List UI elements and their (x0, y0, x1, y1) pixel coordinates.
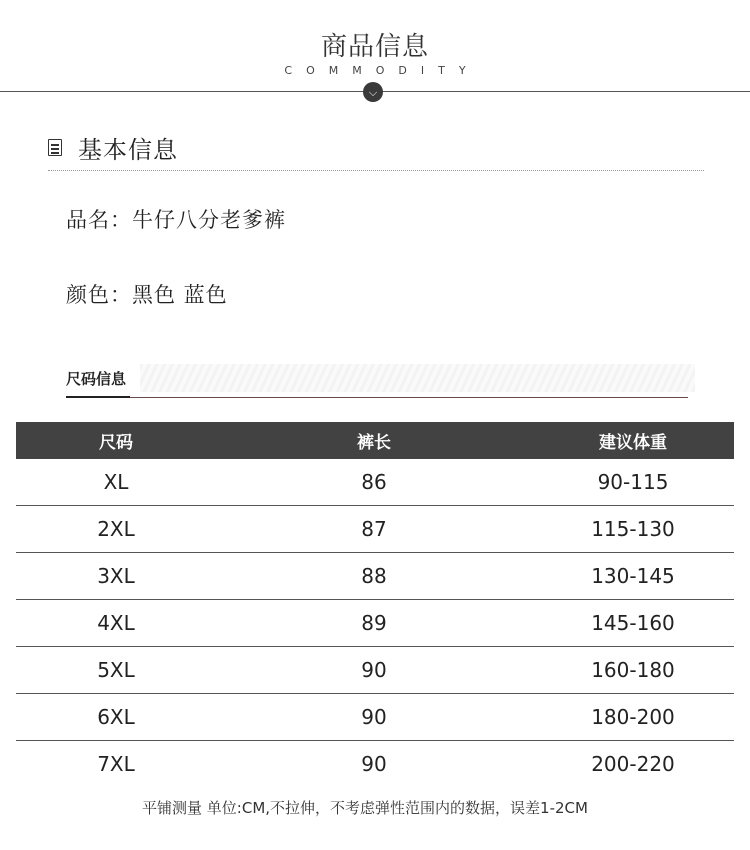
basic-info-title: 基本信息 (78, 136, 178, 164)
table-row (16, 647, 734, 694)
size-table-header-row (16, 422, 734, 459)
document-icon (48, 139, 62, 156)
size-heading-texture (140, 364, 695, 392)
page-title: 商品信息 (320, 32, 429, 62)
chevron-down-icon: ⌵ (363, 82, 383, 102)
cell-length: 90 (361, 752, 387, 776)
header-size: 尺码 (99, 433, 133, 453)
header-length: 裤长 (357, 433, 391, 453)
cell-weight: 115-130 (532, 506, 734, 553)
size-heading-underline (66, 397, 688, 398)
table-row (16, 506, 734, 553)
cell-weight: 200-220 (591, 752, 675, 776)
cell-length: 90 (216, 694, 532, 741)
product-name: 品名：牛仔八分老爹裤 (66, 208, 286, 232)
cell-size: XL (16, 459, 216, 506)
header-weight: 建议体重 (599, 433, 667, 453)
cell-size: 7XL (97, 752, 135, 776)
cell-size: 2XL (16, 506, 216, 553)
cell-size: 4XL (16, 600, 216, 647)
table-row (16, 553, 734, 600)
cell-length: 88 (216, 553, 532, 600)
cell-size: 5XL (16, 647, 216, 694)
cell-length: 90 (216, 647, 532, 694)
size-heading-underline-accent (66, 396, 130, 398)
cell-length: 86 (216, 459, 532, 506)
product-color: 颜色：黑色 蓝色 (66, 283, 228, 307)
cell-weight: 180-200 (532, 694, 734, 741)
size-info-title: 尺码信息 (66, 370, 127, 388)
cell-length: 87 (216, 506, 532, 553)
cell-length: 89 (216, 600, 532, 647)
measurement-note: 平铺测量 单位:CM,不拉伸，不考虑弹性范围内的数据，误差1-2CM (142, 799, 588, 817)
cell-weight: 90-115 (532, 459, 734, 506)
table-row (16, 741, 734, 788)
table-row (16, 600, 734, 647)
size-table (16, 422, 734, 787)
cell-weight: 145-160 (532, 600, 734, 647)
table-row (16, 694, 734, 741)
cell-weight: 130-145 (532, 553, 734, 600)
table-row (16, 459, 734, 506)
cell-size: 3XL (16, 553, 216, 600)
cell-weight: 160-180 (532, 647, 734, 694)
basic-info-heading (48, 130, 178, 165)
dotted-divider (48, 170, 704, 171)
page-subtitle: COMMODITY (284, 64, 480, 77)
cell-size: 6XL (16, 694, 216, 741)
